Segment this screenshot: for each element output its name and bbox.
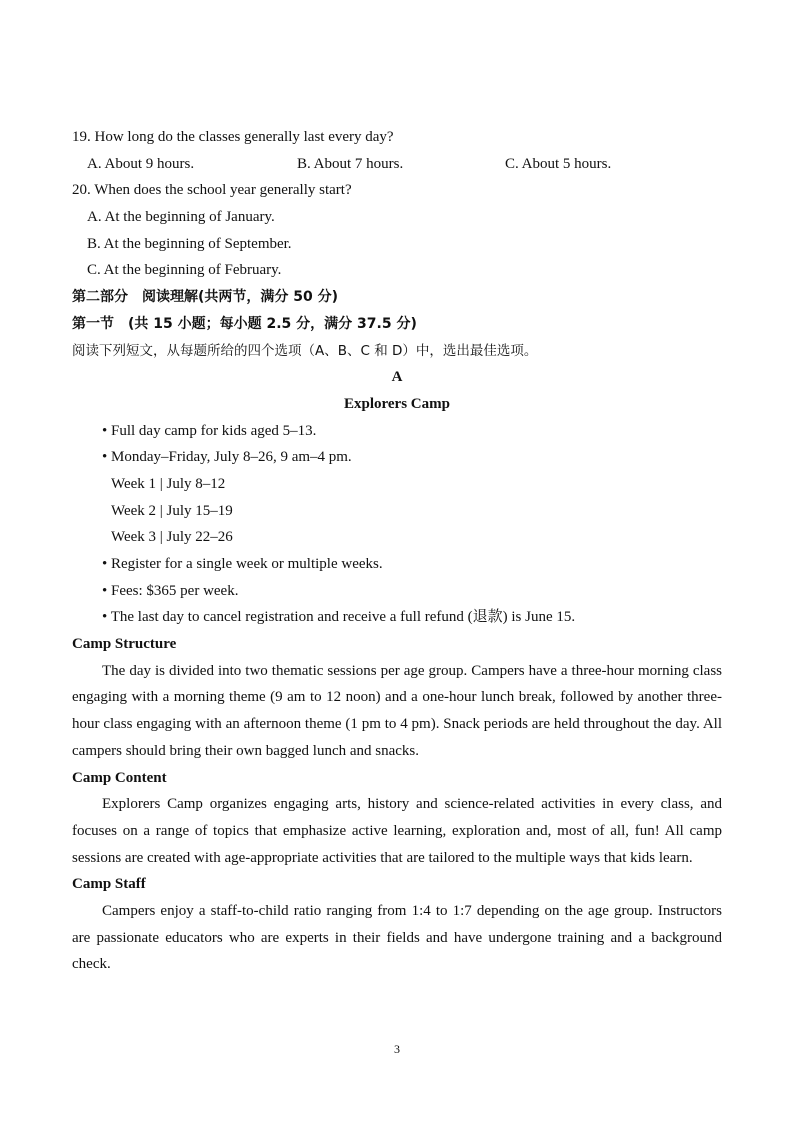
- week-3: Week 3 | July 22–26: [111, 529, 233, 546]
- structure-paragraph: The day is divided into two thematic sessions per age group. Campers have a three-hour morning class engaging with a morning theme (9 am to 12 noon) and a one-hour lunch break, followed by another three-hour class engaging with an afternoon theme (1 pm to 4 pm). Snack periods are held throughout the day. All campers should bring their own bagged lunch and snacks.: [72, 662, 722, 759]
- q20-option-b: B. At the beginning of September.: [87, 235, 292, 252]
- structure-heading: Camp Structure: [72, 636, 177, 653]
- section-instruction: 阅读下列短文，从每题所给的四个选项（A、B、C 和 D）中，选出最佳选项。: [72, 342, 538, 359]
- bullet-fees: • Fees: $365 per week.: [102, 582, 239, 599]
- q19-option-c: C. About 5 hours.: [505, 155, 612, 172]
- content-paragraph: Explorers Camp organizes engaging arts, history and science-related activities in every class, and focuses on a range of topics that emphasize active learning, exploration and, most of all, fun! All camp sessions are created with age-appropriate activities that are tailored to the multiple ways that kids learn.: [72, 796, 722, 866]
- bullet-age: • Full day camp for kids aged 5–13.: [102, 422, 317, 439]
- week-2: Week 2 | July 15–19: [111, 502, 233, 519]
- staff-heading: Camp Staff: [72, 876, 146, 893]
- exam-page: [72, 124, 722, 978]
- q19-option-a: A. About 9 hours.: [87, 155, 195, 172]
- passage-letter: A: [391, 369, 403, 386]
- q20-option-c: C. At the beginning of February.: [87, 262, 282, 279]
- staff-paragraph: Campers enjoy a staff-to-child ratio ranging from 1:4 to 1:7 depending on the age group. Instructors are passionate educators who are experts in their fields and have undergone training and a background check.: [72, 903, 722, 973]
- part-title: 第二部分 阅读理解(共两节，满分 50 分): [72, 289, 339, 306]
- passage-title: Explorers Camp: [344, 395, 450, 412]
- question-20-stem: 20. When does the school year generally start?: [72, 182, 352, 199]
- question-19-options: [72, 151, 722, 178]
- page-number: 3: [394, 1042, 400, 1056]
- bullet-refund: • The last day to cancel registration and receive a full refund (退款) is June 15.: [102, 609, 576, 626]
- content-heading: Camp Content: [72, 769, 167, 786]
- question-19-stem: 19. How long do the classes generally last every day?: [72, 129, 394, 145]
- week-1: Week 1 | July 8–12: [111, 475, 226, 492]
- bullet-register: • Register for a single week or multiple weeks.: [102, 556, 383, 572]
- bullet-dates: • Monday–Friday, July 8–26, 9 am–4 pm.: [102, 449, 352, 466]
- q20-option-a: A. At the beginning of January.: [87, 209, 275, 226]
- section-subtitle: 第一节 (共 15 小题；每小题 2.5 分，满分 37.5 分): [72, 315, 417, 332]
- q19-option-b: B. About 7 hours.: [297, 155, 404, 172]
